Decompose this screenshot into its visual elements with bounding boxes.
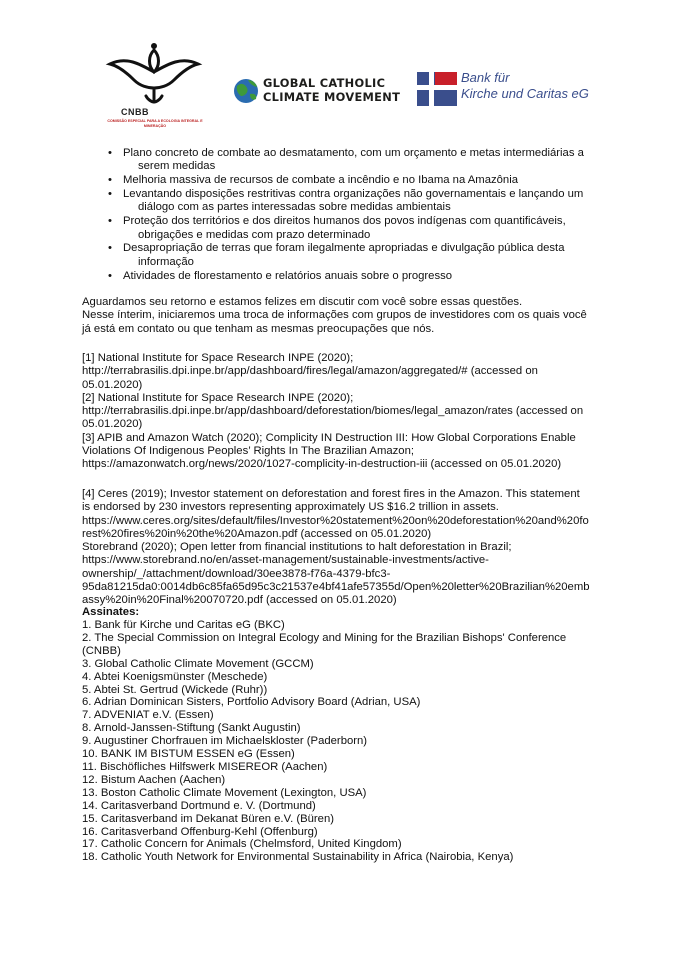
- list-item: • Atividades de florestamento e relatórios anuais sobre o progresso: [108, 269, 453, 282]
- list-item: • Proteção dos territórios e dos direitos humanos dos povos indígenas com quantificáveis, obrigações e medidas com prazo determinado: [108, 215, 566, 241]
- bullet-icon: •: [108, 174, 112, 187]
- list-item: 9. Augustiner Chorfrauen im Michaelskloster (Paderborn): [82, 735, 368, 748]
- list-item: 14. Caritasverband Dortmund e. V. (Dortmund): [82, 799, 316, 812]
- bkc-wordmark-line1: Bank für: [461, 70, 510, 85]
- list-item: • Desapropriação de terras que foram ilegalmente apropriadas e divulgação pública desta informação: [108, 242, 565, 268]
- cnbb-dove-logo: [96, 36, 214, 132]
- bullet-icon: •: [108, 269, 112, 282]
- list-item: 3. Global Catholic Climate Movement (GCCM): [82, 657, 314, 670]
- bullet-icon: •: [108, 242, 112, 255]
- bullet-icon: •: [108, 215, 112, 228]
- list-item: 8. Arnold-Janssen-Stiftung (Sankt Augustin): [82, 722, 301, 735]
- signatories-list: [82, 619, 612, 864]
- list-item: 15. Caritasverband im Dekanat Büren e.V. (Büren): [82, 812, 335, 825]
- list-item: 5. Abtei St. Gertrud (Wickede (Ruhr)): [82, 683, 268, 696]
- closing-paragraph: Aguardamos seu retorno e estamos felizes em discutir com você sobre essas questões. Nesse ínterim, iniciaremos uma troca de informações com grupos de investidores com os quais você já está em contato ou que tenham as mesmas preocupações que nós.: [82, 296, 587, 335]
- demands-list: [108, 147, 618, 284]
- list-item: 1. Bank für Kirche und Caritas eG (BKC): [82, 619, 285, 631]
- list-item: 4. Abtei Koenigsmünster (Meschede): [82, 670, 268, 683]
- list-item: (CNBB): [82, 644, 121, 657]
- list-item: • Plano concreto de combate ao desmatamento, com um orçamento e metas intermediárias a serem medidas: [108, 147, 584, 173]
- bullet-icon: •: [108, 188, 112, 201]
- references-block: [1] National Institute for Space Research INPE (2020); http://terrabrasilis.dpi.inpe.br/app/dashboard/fires/legal/amazon/aggregated/# (accessed on 05.01.2020) [2] National Institute for Space Research INPE (2020); http://terrabrasilis.dpi.inpe.br/app/dashboard/deforestation/biomes/legal_amazon/rates (accessed on 05.01.2020) [3] APIB and Amazon Watch (2020); Complicity IN Destruction III: How Global Corporations Enable Violations Of Indigenous Peoples’ Rights In The Brazilian Amazon; https://amazonwatch.org/news/2020/1027-complicity-in-destruction-iii (accessed on 05.01.2020): [82, 352, 584, 471]
- list-item: • Levantando disposições restritivas contra organizações não governamentais e lançando um diálogo com as partes interessadas sobre medidas ambientais: [108, 188, 584, 214]
- list-item: 2. The Special Commission on Integral Ecology and Mining for the Brazilian Bishops' Conference: [82, 631, 567, 644]
- cnbb-wordmark: CNBB: [121, 107, 149, 117]
- list-item: 11. Bischöfliches Hilfswerk MISEREOR (Aachen): [82, 760, 328, 773]
- signatories-heading: Assinates:: [82, 606, 140, 618]
- list-item: 16. Caritasverband Offenburg-Kehl (Offenburg): [82, 825, 318, 838]
- list-item: 10. BANK IM BISTUM ESSEN eG (Essen): [82, 748, 295, 761]
- list-item: • Melhoria massiva de recursos de combate a incêndio e no Ibama na Amazônia: [108, 174, 518, 187]
- bullet-icon: •: [108, 147, 112, 159]
- list-item: 7. ADVENIAT e.V. (Essen): [82, 709, 214, 722]
- references-block-2: [4] Ceres (2019); Investor statement on deforestation and forest fires in the Amazon. This statement is endorsed by 230 investors representing approximately US $16.2 trillion in assets. https://www.ceres.org/sites/default/files/Investor%20statement%20on%20deforestation%20and%20fo rest%20fires%20in%20the%20Amazon.pdf (accessed on 05.01.2020) Storebrand (2020); Open letter from financial institutions to halt deforestation in Brazil; https://www.storebrand.no/en/asset-management/sustainable-investments/active- ownership/_/attachment/download/30ee3878-f76a-4379-bfc3- 95da81215da0:0014db6c85fa65d95c3c21537e4bf41afe57355d/Open%20letter%20Brazilian%20emb assy%20in%20Final%20070720.pdf (accessed on 05.01.2020): [82, 488, 590, 607]
- gccm-wordmark-line1: GLOBAL CATHOLIC: [263, 76, 386, 90]
- gccm-wordmark-line2: CLIMATE MOVEMENT: [263, 90, 401, 104]
- list-item: 17. Catholic Concern for Animals (Chelmsford, United Kingdom): [82, 838, 402, 851]
- list-item: 13. Boston Catholic Climate Movement (Lexington, USA): [82, 786, 367, 799]
- list-item: 18. Catholic Youth Network for Environmental Sustainability in Africa (Nairobia, Kenya): [82, 851, 514, 864]
- cnbb-subtitle: COMISSÃO ESPECIAL PARA A ECOLOGIA INTEGRAL E MINERAÇÃO: [107, 119, 203, 128]
- list-item: 6. Adrian Dominican Sisters, Portfolio Advisory Board (Adrian, USA): [82, 696, 421, 709]
- bkc-wordmark-line2: Kirche und Caritas eG: [461, 86, 589, 101]
- list-item: 12. Bistum Aachen (Aachen): [82, 773, 226, 786]
